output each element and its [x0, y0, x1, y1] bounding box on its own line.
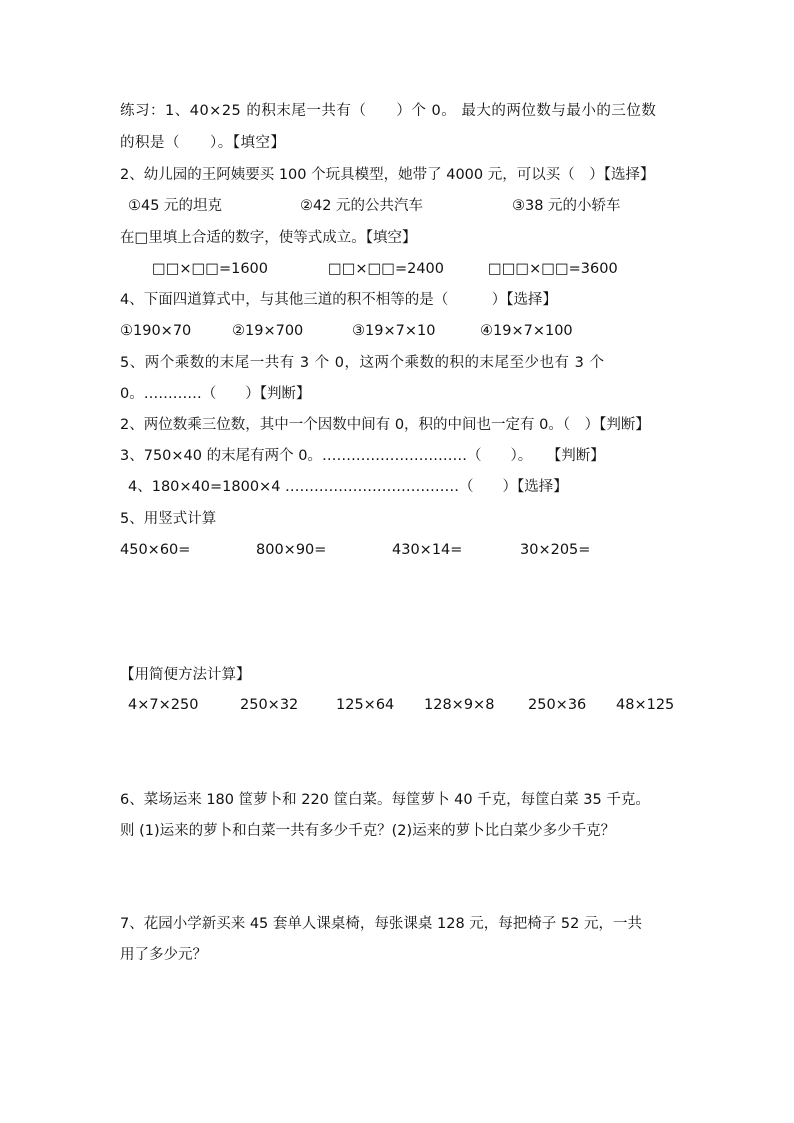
problem-250x32: 250×32 — [240, 697, 299, 713]
word-problem-6-line-2: 则 (1)运来的萝卜和白菜一共有多少千克？(2)运来的萝卜比白菜少多少千克？ — [120, 823, 616, 839]
simplified-calc-problems — [120, 695, 680, 715]
exercise-4-options — [120, 321, 680, 341]
exercise-4-question: 4、下面四道算式中，与其他三道的积不相等的是（ ）【选择】 — [120, 292, 557, 308]
exercise-1-line-2: 的积是（ ）。【填空】 — [120, 135, 286, 151]
option-2: ②19×700 — [232, 323, 304, 339]
simplified-calc-title: 【用简便方法计算】 — [120, 667, 251, 683]
judge-4: 4、180×40=1800×4 ………………………………（ ）【选择】 — [128, 479, 568, 495]
problem-800x90: 800×90= — [256, 542, 327, 558]
equation-1600: □□×□□=1600 — [152, 261, 268, 277]
option-1: ①190×70 — [120, 323, 192, 339]
problem-4x7x250: 4×7×250 — [128, 697, 199, 713]
option-bus: ②42 元的公共汽车 — [300, 198, 424, 214]
fill-boxes-equations — [120, 259, 680, 279]
problem-125x64: 125×64 — [336, 697, 395, 713]
judge-2: 2、两位数乘三位数，其中一个因数中间有 0，积的中间也一定有 0。（ ）【判断】 — [120, 417, 650, 433]
equation-2400: □□×□□=2400 — [328, 261, 444, 277]
problem-128x9x8: 128×9×8 — [424, 697, 495, 713]
problem-48x125: 48×125 — [616, 697, 675, 713]
option-3: ③19×7×10 — [352, 323, 436, 339]
word-problem-7-line-2: 用了多少元？ — [120, 947, 207, 963]
option-car: ③38 元的小轿车 — [512, 198, 621, 214]
exercise-5-line-1: 5、两个乘数的末尾一共有 3 个 0，这两个乘数的积的末尾至少也有 3 个 — [120, 355, 605, 371]
option-tank: ①45 元的坦克 — [128, 198, 223, 214]
judge-3: 3、750×40 的末尾有两个 0。…………………………（ ）。 【判断】 — [120, 448, 605, 464]
problem-250x36: 250×36 — [528, 697, 587, 713]
exercise-2-question: 2、幼儿园的王阿姨要买 100 个玩具模型，她带了 4000 元，可以买（ ）【选择】 — [120, 167, 655, 183]
problem-450x60: 450×60= — [120, 542, 191, 558]
word-problem-6-line-1: 6、菜场运来 180 筐萝卜和 220 筐白菜。每筐萝卜 40 千克，每筐白菜 35 千克。 — [120, 792, 650, 808]
fill-boxes-instruction: 在□里填上合适的数字，使等式成立。【填空】 — [120, 230, 417, 246]
vertical-calc-title: 5、用竖式计算 — [120, 511, 217, 527]
equation-3600: □□□×□□=3600 — [488, 261, 618, 277]
problem-30x205: 30×205= — [520, 542, 591, 558]
exercise-1-line-1: 练习：1、40×25 的积末尾一共有（ ）个 0。 最大的两位数与最小的三位数 — [120, 103, 657, 119]
exercise-2-options — [120, 196, 680, 216]
exercise-5-line-2: 0。…………（ ）【判断】 — [120, 386, 311, 402]
option-4: ④19×7×100 — [480, 323, 573, 339]
vertical-calc-problems — [120, 540, 680, 560]
word-problem-7-line-1: 7、花园小学新买来 45 套单人课桌椅，每张课桌 128 元，每把椅子 52 元，一共 — [120, 916, 642, 932]
problem-430x14: 430×14= — [392, 542, 463, 558]
